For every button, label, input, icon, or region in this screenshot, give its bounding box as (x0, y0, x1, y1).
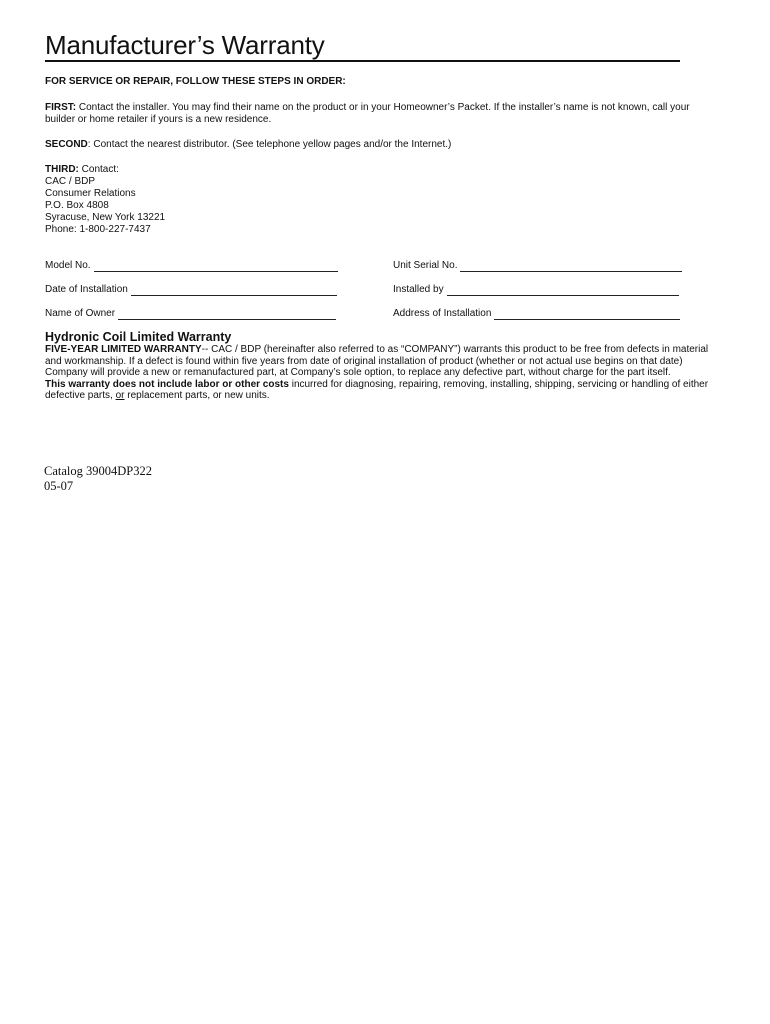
installed-by-field[interactable] (393, 272, 685, 296)
date-of-installation-field[interactable] (45, 272, 340, 296)
step-third-text: Contact: (78, 164, 119, 175)
step-second-text: : Contact the nearest distributor. (See telephone yellow pages and/or the Internet.) (87, 139, 452, 150)
step-first-label: FIRST: (45, 102, 77, 113)
contact-line: Consumer Relations (45, 188, 136, 199)
exclusion-label: This warranty does not include labor or other costs (45, 378, 289, 390)
contact-line: Phone: 1-800-227-7437 (45, 224, 151, 235)
unit-serial-no-line[interactable] (460, 261, 682, 272)
address-of-installation-label: Address of Installation (393, 308, 492, 319)
catalog-date: 05-07 (44, 479, 74, 493)
step-second-label: SECOND (45, 139, 88, 150)
name-of-owner-line[interactable] (118, 309, 336, 320)
contact-line: CAC / BDP (45, 176, 96, 187)
warranty-page (45, 30, 725, 402)
warranty-body (45, 344, 725, 402)
five-year-text: -- CAC / BDP (hereinafter also referred to as “COMPANY”) warrants this product to be free from defects in material and workmanship. If a defect is found within five years from date of original installation of product (whether or not actual use begins on that date) Company will provide a new or remanufactured part, at Company’s sole option, to replace any defective part, without charge for the part itself. (45, 344, 709, 378)
name-of-owner-field[interactable] (45, 296, 340, 320)
exclusion-text-2: replacement parts, or new units. (124, 390, 270, 401)
step-first-text: Contact the installer. You may find their name on the product or in your Homeowner’s Packet. If the installer’s name is not known, call your builder or home retailer if yours is a new residence. (45, 102, 690, 125)
address-of-installation-field[interactable] (393, 296, 685, 320)
field-row (45, 272, 685, 296)
unit-serial-no-field[interactable] (393, 248, 685, 272)
unit-serial-no-label: Unit Serial No. (393, 260, 458, 271)
catalog-number (44, 464, 152, 494)
date-of-installation-line[interactable] (131, 285, 337, 296)
field-row (45, 248, 685, 272)
warranty-exclusion-text (45, 379, 725, 402)
step-third-heading (45, 164, 725, 176)
step-second (45, 139, 725, 151)
page-title: Manufacturer’s Warranty (45, 30, 680, 62)
installed-by-label: Installed by (393, 284, 444, 295)
date-of-installation-label: Date of Installation (45, 284, 128, 295)
contact-line: Syracuse, New York 13221 (45, 212, 166, 223)
model-no-field[interactable] (45, 248, 340, 272)
step-third (45, 164, 725, 236)
five-year-label: FIVE-YEAR LIMITED WARRANTY (45, 344, 202, 355)
address-of-installation-line[interactable] (494, 309, 680, 320)
step-third-label: THIRD: (45, 164, 79, 175)
installed-by-line[interactable] (447, 285, 679, 296)
five-year-warranty-text (45, 344, 725, 379)
warranty-title: Hydronic Coil Limited Warranty (45, 330, 232, 344)
owner-fields (45, 248, 685, 320)
model-no-label: Model No. (45, 260, 91, 271)
name-of-owner-label: Name of Owner (45, 308, 116, 319)
model-no-line[interactable] (94, 261, 338, 272)
step-first (45, 102, 705, 126)
exclusion-or: or (115, 390, 125, 401)
exclusion-text-1: incurred for diagnosing, repairing, removing, installing, shipping, servicing or handling of either defective parts, (45, 378, 709, 401)
field-row (45, 296, 685, 320)
contact-line: P.O. Box 4808 (45, 200, 109, 211)
catalog-line: Catalog 39004DP322 (44, 464, 152, 478)
steps-heading: FOR SERVICE OR REPAIR, FOLLOW THESE STEPS IN ORDER: (45, 76, 346, 87)
